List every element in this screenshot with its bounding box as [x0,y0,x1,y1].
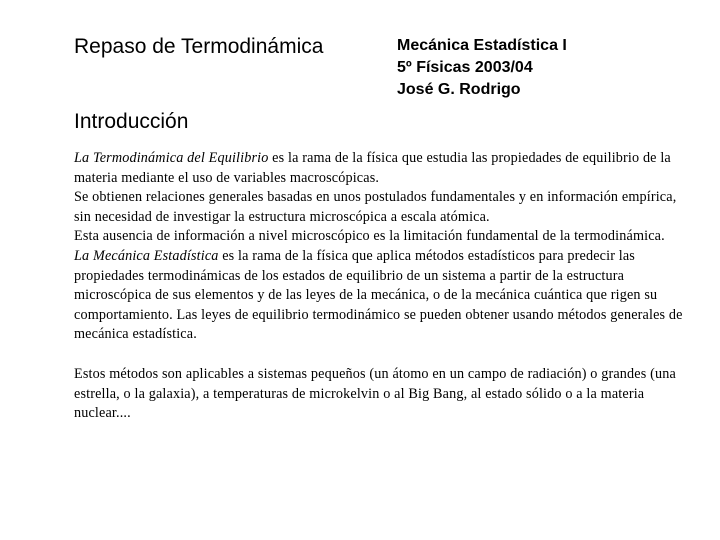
course-name: Mecánica Estadística I [397,37,567,54]
paragraph-lead-term: La Termodinámica del Equilibrio [74,150,269,166]
paragraph-general-relations [74,188,684,227]
paragraph-lead-term: La Mecánica Estadística [74,247,219,264]
paragraph-text: Estos métodos son aplicables a sistemas pequeños (un átomo en un campo de radiación) o grandes (una estrella, o la galaxia), a temperaturas de microkelvin o al Big Bang, al estado sólido o a la materia nuclear.... [74,365,676,422]
section-heading: Introducción [74,110,189,133]
paragraph-thermodynamics-definition [74,149,684,188]
course-author: José G. Rodrigo [397,81,521,98]
paragraph-statistical-mechanics-definition [74,247,684,345]
paragraph-limitation [74,227,684,247]
course-year: 5º Físicas 2003/04 [397,59,533,76]
slide-title: Repaso de Termodinámica [74,35,324,58]
course-info [397,35,567,101]
paragraph-applicability [74,365,684,424]
paragraph-text: Se obtienen relaciones generales basadas en unos postulados fundamentales y en información empírica, sin necesidad de investigar la estructura microscópica a escala atómica. [74,189,677,225]
body-text [74,149,684,424]
paragraph-text: es la rama de la física que aplica métodos estadísticos para predecir las propiedades termodinámicas de los estados de equilibrio de un sistema a partir de la estructura microscópica de sus elementos y de las leyes de la mecánica, o de la mecánica cuántica que rigen su comportamiento. Las leyes de equilibrio termodinámico se pueden obtener usando métodos generales de mecánica estadística. [74,247,683,343]
paragraph-text: Esta ausencia de información a nivel microscópico es la limitación fundamental de la termodinámica. [74,228,665,245]
paragraph-text: es la rama de la física que estudia las propiedades de equilibrio de la materia mediante el uso de variables macroscópicas. [74,150,671,186]
